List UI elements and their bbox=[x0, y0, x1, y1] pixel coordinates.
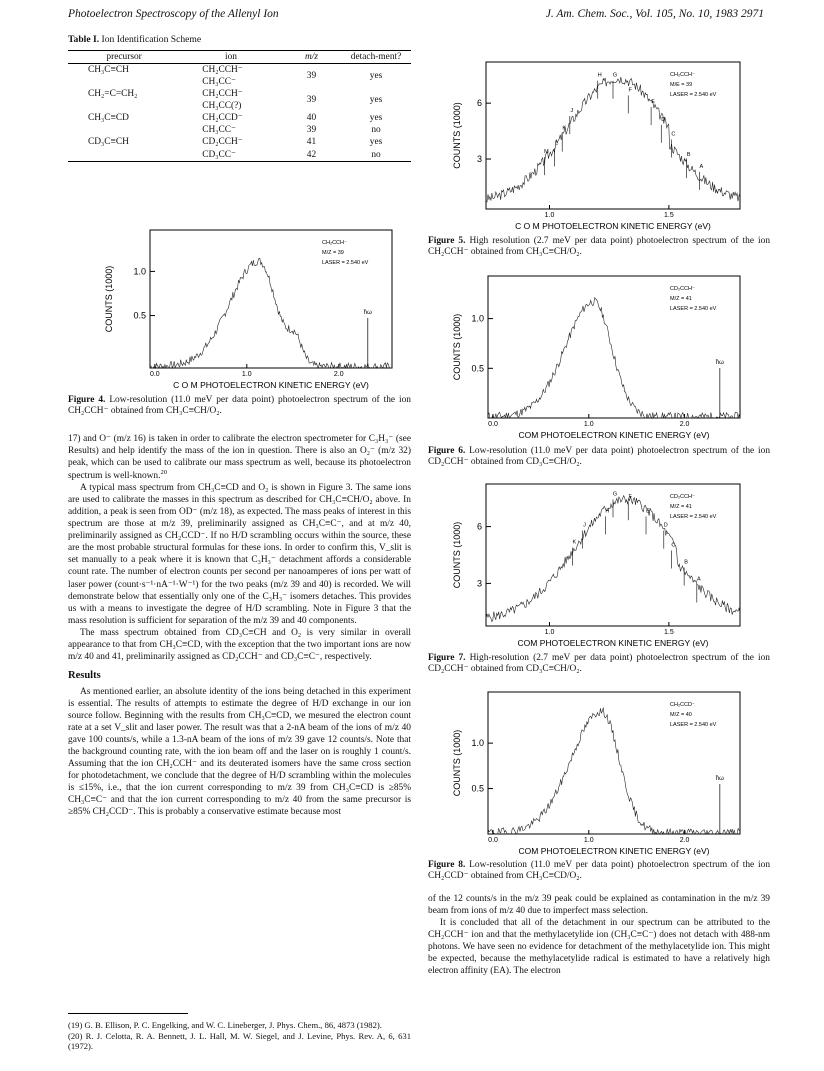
peak-label: H bbox=[597, 72, 602, 79]
figure-6-caption: Figure 6. Low-resolution (11.0 meV per data point) photoelectron spectrum of the ion CD₂CCH⁻ obtained from CD₃C≡CH/O₂. bbox=[428, 446, 771, 468]
reference-19: (19) G. B. Ellison, P. C. Engelking, and W. C. Lineberger, J. Phys. Chem., 86, 4873 (1982). bbox=[68, 1020, 382, 1030]
legend-line: LASER = 2.540 eV bbox=[322, 260, 369, 266]
y-axis-label: COUNTS (1000) bbox=[452, 313, 462, 381]
table-i bbox=[68, 34, 411, 162]
peak-label: H bbox=[605, 508, 610, 515]
references bbox=[68, 1020, 411, 1052]
legend-line: M/Z = 41 bbox=[670, 296, 692, 302]
legend-line: LASER = 2.540 eV bbox=[670, 722, 717, 728]
x-tick-label: 2.0 bbox=[333, 371, 344, 378]
figure-5-caption: Figure 5. High resolution (2.7 meV per data point) photoelectron spectrum of the ion CH₂CCH⁻ obtained from CH₃C≡CH/O₂. bbox=[428, 236, 771, 258]
cell-mz: 39 bbox=[306, 95, 317, 106]
laser-energy-label: ħω bbox=[715, 776, 724, 782]
figure-8-plot bbox=[448, 688, 748, 858]
peak-label: B bbox=[684, 559, 688, 566]
cell-ion: CH₂CCH⁻ CH₃CC(?) bbox=[202, 89, 243, 112]
reference-20: (20) R. J. Celotta, R. A. Bennett, J. L. Hall, M. W. Siegel, and J. Levine, Phys. Rev. A, 6, 631 (1972). bbox=[68, 1030, 411, 1052]
peak-label: J bbox=[583, 522, 586, 529]
cell-precursor: CH₃C≡CH bbox=[88, 65, 129, 76]
cell-ion: CH₂CCH⁻ CH₃CC⁻ bbox=[202, 65, 243, 88]
col-detachment: detach-ment? bbox=[350, 52, 402, 63]
peak-label: J bbox=[570, 107, 574, 114]
legend-line: LASER = 2.540 eV bbox=[670, 92, 717, 98]
x-axis-label: COM PHOTOELECTRON KINETIC ENERGY (eV) bbox=[518, 430, 710, 440]
peak-label: A bbox=[699, 163, 704, 170]
table-row bbox=[68, 136, 411, 160]
peak-label: E bbox=[646, 508, 650, 515]
figure-4-caption: Figure 4. Low-resolution (11.0 meV per data point) photoelectron spectrum of the ion CH₂CCH⁻ obtained from CH₃C≡CH/O₂. bbox=[68, 395, 411, 417]
cell-mz: 40 39 bbox=[306, 113, 317, 136]
legend-line: M/Z = 40 bbox=[670, 712, 692, 718]
legend-line: M/E = 39 bbox=[670, 82, 693, 88]
x-axis-label: C O M PHOTOELECTRON KINETIC ENERGY (eV) bbox=[173, 380, 369, 390]
col-precursor: precursor bbox=[106, 52, 142, 63]
peak-label: K bbox=[562, 125, 567, 132]
peak-label: G bbox=[612, 72, 618, 79]
table-title: Table I. Ion Identification Scheme bbox=[68, 34, 202, 45]
ion-table bbox=[68, 51, 411, 160]
legend-line: LASER = 2.540 eV bbox=[670, 514, 717, 520]
peak-label: C bbox=[671, 131, 676, 138]
x-tick-label: 1.5 bbox=[664, 629, 674, 636]
table-row bbox=[68, 112, 411, 136]
paragraph: It is concluded that all of the detachment in our spectrum can be attributed to the CH₂CCH⁻ ion and that the methylacetylide ion (CH₃C≡C⁻) does not detach with 488-nm photons. We have seen no evidence for detachment of the methylacetylide ion. This might be expected, because the methylacetylide radical is estimated to have a relatively high electron affinity (EA). The electron bbox=[428, 918, 770, 977]
peak-label: F bbox=[628, 87, 632, 94]
paragraph: 17) and O⁻ (m/z 16) is taken in order to calibrate the electron spectrometer for C₃H₃⁻ (see Results) and help identify the mass of the ion in question. There is also an O₂⁻ (m/z 32) peak, which can be used to calibrate our mass spectrum as well, because its photoelectron spectrum is well-known.$^{20}$ bbox=[68, 434, 411, 482]
cell-detachment: yes no bbox=[369, 113, 383, 136]
y-tick-label: 1.0 bbox=[471, 738, 484, 749]
cell-mz: 39 bbox=[306, 71, 317, 82]
x-axis-label: COM PHOTOELECTRON KINETIC ENERGY (eV) bbox=[517, 638, 709, 648]
plot-frame bbox=[488, 692, 740, 834]
y-tick-label: 0.5 bbox=[133, 310, 146, 321]
cell-precursor: CD₃C≡CH bbox=[88, 137, 129, 148]
figure-4-plot bbox=[100, 222, 400, 392]
running-header-title: Photoelectron Spectroscopy of the Allenyl Ion bbox=[68, 8, 279, 20]
y-tick-label: 6 bbox=[476, 521, 482, 532]
paragraph: The mass spectrum obtained from CD₃C≡CH and O₂ is very similar in overall appearance to that from CH₃C≡CD, with the exception that the two important ions are now m/z 40 and 41, preliminarily assigned as CD₂CCH⁻ and CD₃C≡C⁻, respectively. bbox=[68, 627, 411, 662]
legend-line: LASER = 2.540 eV bbox=[670, 306, 717, 312]
cell-mz: 41 42 bbox=[306, 137, 317, 160]
x-tick-label: 1.0 bbox=[544, 629, 555, 636]
figure-4-svg bbox=[100, 222, 400, 392]
right-body-text bbox=[428, 893, 770, 977]
laser-energy-label: ħω bbox=[715, 360, 724, 366]
legend-line: M/Z = 41 bbox=[670, 504, 692, 510]
cell-detachment: yes bbox=[369, 95, 383, 106]
figure-8-caption: Figure 8. Low-resolution (11.0 meV per data point) photoelectron spectrum of the ion CH₂CCD⁻ obtained from CH₃C≡CD/O₂. bbox=[428, 860, 771, 882]
laser-energy-label: ħω bbox=[363, 310, 372, 316]
spectrum-trace bbox=[150, 258, 392, 368]
legend-line: CH₂CCD⁻ bbox=[670, 702, 695, 708]
peak-label: K bbox=[572, 539, 577, 546]
y-axis-label: COUNTS (1000) bbox=[452, 729, 462, 797]
x-tick-label: 2.0 bbox=[679, 421, 690, 428]
paragraph: of the 12 counts/s in the m/z 39 peak could be explained as contamination in the m/z 39 beam from ions of m/z 40 due to imperfect mass selection. bbox=[428, 894, 770, 917]
peak-label: E bbox=[651, 99, 655, 106]
results-heading: Results bbox=[68, 669, 101, 681]
x-tick-label: 1.0 bbox=[241, 371, 252, 378]
y-tick-label: 0.5 bbox=[471, 783, 484, 794]
figure-7-svg bbox=[448, 480, 748, 650]
table-row bbox=[68, 88, 411, 112]
peak-label: G bbox=[612, 491, 618, 498]
x-axis-label: C O M PHOTOELECTRON KINETIC ENERGY (eV) bbox=[515, 221, 711, 231]
plot-frame bbox=[150, 230, 392, 368]
y-tick-label: 6 bbox=[476, 98, 482, 109]
legend-line: CD₂CCH⁻ bbox=[670, 494, 695, 500]
y-tick-label: 1.0 bbox=[133, 266, 146, 277]
y-tick-label: 1.0 bbox=[471, 313, 484, 324]
peak-label: F bbox=[628, 494, 632, 501]
figure-7-caption: Figure 7. High-resolution (2.7 meV per data point) photoelectron spectrum of the ion CD₂CCH⁻ obtained from CD₃C≡CH/O₂. bbox=[428, 653, 770, 675]
y-axis-label: COUNTS (1000) bbox=[452, 521, 462, 589]
x-tick-label: 0.0 bbox=[488, 837, 498, 844]
table-row bbox=[68, 64, 411, 89]
peak-label: D bbox=[661, 116, 666, 123]
running-header-journal: J. Am. Chem. Soc., Vol. 105, No. 10, 1983 2971 bbox=[545, 8, 764, 20]
cell-precursor: CH₃C≡CD bbox=[88, 113, 129, 124]
x-tick-label: 1.0 bbox=[544, 212, 555, 219]
y-axis-label: COUNTS (1000) bbox=[104, 265, 114, 333]
peak-label: A bbox=[696, 576, 701, 583]
legend-line: CH₂CCH⁻ bbox=[322, 240, 347, 246]
peak-label: D bbox=[663, 522, 668, 529]
figure-7-plot bbox=[448, 480, 748, 650]
y-tick-label: 3 bbox=[476, 578, 482, 589]
peak-label: C bbox=[671, 542, 676, 549]
cell-detachment: yes no bbox=[369, 137, 383, 160]
x-tick-label: 0.0 bbox=[488, 421, 498, 428]
col-ion: ion bbox=[225, 52, 237, 63]
legend-line: CH₂CCH⁻ bbox=[670, 72, 695, 78]
cell-ion: CD₂CCH⁻ CD₃CC⁻ bbox=[202, 137, 243, 160]
plot-frame bbox=[488, 276, 740, 418]
x-axis-label: COM PHOTOELECTRON KINETIC ENERGY (eV) bbox=[518, 846, 710, 856]
y-tick-label: 0.5 bbox=[471, 363, 484, 374]
figure-8-svg bbox=[448, 688, 748, 858]
peak-label: B bbox=[686, 152, 691, 159]
figure-6-plot bbox=[448, 272, 748, 442]
figure-5-plot bbox=[448, 58, 748, 233]
y-axis-label: COUNTS (1000) bbox=[452, 102, 462, 169]
x-tick-label: 1.0 bbox=[583, 421, 594, 428]
paragraph: As mentioned earlier, an absolute identity of the ions being detached in this experiment is essential. The results of attempts to estimate the degree of H/D exchange in our ion source follow. Beginning with the results from CH₃C≡CD, we mesured the electron count rate at a set V_slit and laser power. The result was that a 2-nA beam of the ions of m/z 40 gave 100 counts/s, while a 1.3-nA beam of the ions of m/z 39 gave 12 counts/s. Note that the background counting rate, with the ion beam off and the laser on is roughly 1 count/s. Assuming that the ion CH₂CCH⁻ and its deuterated isomers have the same cross section for photodetachment, we conclude that the degree of H/D scrambling within the molecules is ≤15%, i.e., that the ion current corresponding to m/z 39 from CH₃C≡CD is ≥85% CH₃C≡C⁻ and that the ion current corresponding to m/z 40 from the same precursor is ≥85% CH₂CCD⁻. This is probably a conservative estimate because most bbox=[68, 687, 411, 818]
peak-label: L bbox=[555, 140, 559, 147]
legend-line: CD₂CCH⁻ bbox=[670, 286, 695, 292]
figure-6-svg bbox=[448, 272, 748, 442]
x-tick-label: 1.5 bbox=[664, 212, 674, 219]
peak-label: M bbox=[544, 149, 549, 156]
left-body-text bbox=[68, 433, 411, 819]
cell-detachment: yes bbox=[369, 71, 383, 82]
figure-5-svg bbox=[448, 58, 748, 233]
paragraph: A typical mass spectrum from CH₃C≡CD and O₂ is shown in Figure 3. The same ions are used to calibrate the masses in this spectrum as described for CH₃C≡CH/O₂ above. In addition, a peak is seen from OD⁻ (m/z 18), as expected. The mass peaks of interest in this spectrum are those at m/z 39, preliminarily assigned as CH₃C≡C⁻, and at m/z 40, preliminarily assigned as CH₂CCD⁻. If no H/D scrambling occurs within the source, these are the most probable structural formulas for these ions. In order to confirm this, V_slit is set manually to a peak where it is known that C₃H₃⁻ detachment affords a considerable count rate. The number of electron counts per second per nanoamperes of ions per watt of laser power (count·s⁻¹·nA⁻¹·W⁻¹) for the two peaks (m/z 39 and 40) is recorded. We will demonstrate below that essentially only one of the C₃H₃⁻ isomers detaches. This provides us with a means to investigate the degree of H/D scrambling. Note in Figure 3 that the mass resolution is sufficient for separation of the m/z 39 and 40 components. bbox=[68, 483, 411, 626]
x-tick-label: 2.0 bbox=[679, 837, 690, 844]
spectrum-trace bbox=[488, 298, 740, 418]
x-tick-label: 0.0 bbox=[149, 371, 160, 378]
cell-ion: CH₂CCD⁻ CH₃CC⁻ bbox=[202, 113, 243, 136]
legend-line: M/Z = 39 bbox=[322, 250, 344, 256]
x-tick-label: 1.0 bbox=[583, 837, 594, 844]
footnote-rule bbox=[68, 1013, 188, 1017]
cell-precursor: CH₂=C=CH₂ bbox=[88, 89, 138, 100]
col-mz: m/z bbox=[304, 52, 318, 63]
y-tick-label: 3 bbox=[476, 154, 482, 165]
